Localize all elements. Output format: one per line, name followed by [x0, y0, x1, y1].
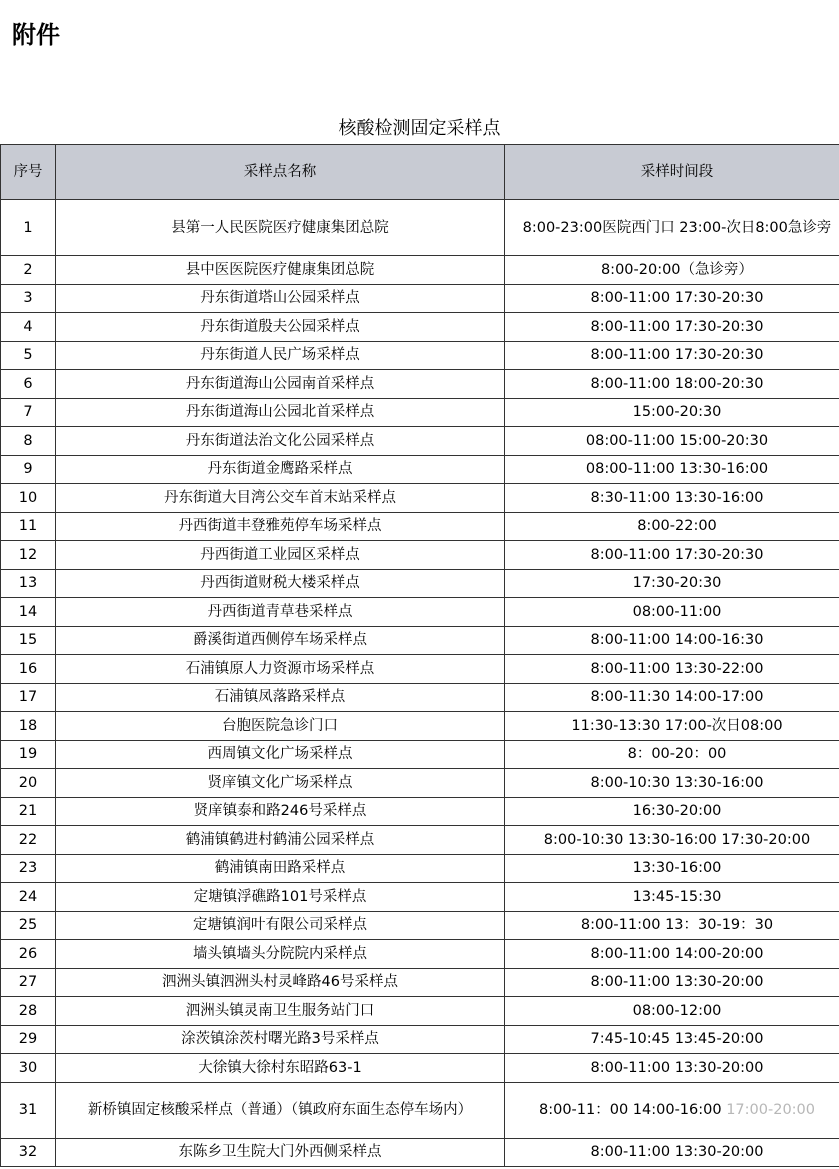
sampling-sites-table — [0, 144, 839, 1167]
site-name: 丹东街道海山公园南首采样点 — [56, 370, 505, 399]
row-number: 31 — [1, 1082, 56, 1138]
table-row — [1, 940, 839, 969]
attachment-label: 附件 — [12, 21, 60, 49]
table-row — [1, 712, 839, 741]
row-number: 21 — [1, 797, 56, 826]
time-period — [505, 911, 839, 940]
row-number: 29 — [1, 1025, 56, 1054]
table-body — [1, 200, 839, 1167]
row-number: 2 — [1, 256, 56, 285]
time-period-text: 8:00-11:00 13:30-20:00 — [590, 1059, 764, 1076]
time-period — [505, 683, 839, 712]
time-period-text: 8：00-20：00 — [627, 746, 727, 763]
column-header-number: 序号 — [1, 145, 56, 200]
site-name: 丹东街道海山公园北首采样点 — [56, 398, 505, 427]
row-number: 14 — [1, 598, 56, 627]
time-period — [505, 200, 839, 256]
time-period-text: 13:45-15:30 — [632, 888, 722, 905]
row-number: 20 — [1, 769, 56, 798]
time-period — [505, 997, 839, 1026]
site-name: 涂茨镇涂茨村曙光路3号采样点 — [56, 1025, 505, 1054]
row-number: 10 — [1, 484, 56, 513]
time-period — [505, 712, 839, 741]
time-period-text: 8:00-11:00 17:30-20:30 — [590, 318, 764, 335]
site-name: 贤庠镇泰和路246号采样点 — [56, 797, 505, 826]
row-number: 27 — [1, 968, 56, 997]
site-name: 新桥镇固定核酸采样点（普通）（镇政府东面生态停车场内） — [56, 1082, 505, 1138]
site-name: 墙头镇墙头分院院内采样点 — [56, 940, 505, 969]
time-period-text: 8:30-11:00 13:30-16:00 — [590, 489, 764, 506]
time-period — [505, 341, 839, 370]
table-row — [1, 455, 839, 484]
time-period — [505, 1054, 839, 1083]
site-name: 贤庠镇文化广场采样点 — [56, 769, 505, 798]
time-period — [505, 883, 839, 912]
table-row — [1, 1082, 839, 1138]
row-number: 17 — [1, 683, 56, 712]
site-name: 爵溪街道西侧停车场采样点 — [56, 626, 505, 655]
time-period — [505, 256, 839, 285]
time-period-text: 8:00-23:00医院西门口 23:00-次日8:00急诊旁 — [522, 219, 832, 236]
time-period-text: 13:30-16:00 — [632, 860, 722, 877]
row-number: 7 — [1, 398, 56, 427]
table-row — [1, 769, 839, 798]
row-number: 8 — [1, 427, 56, 456]
row-number: 25 — [1, 911, 56, 940]
row-number: 9 — [1, 455, 56, 484]
time-period — [505, 968, 839, 997]
time-period-text: 08:00-11:00 15:00-20:30 — [585, 432, 769, 449]
document-title: 核酸检测固定采样点 — [338, 118, 501, 139]
time-period — [505, 370, 839, 399]
row-number: 30 — [1, 1054, 56, 1083]
site-name: 西周镇文化广场采样点 — [56, 740, 505, 769]
site-name: 丹东街道塔山公园采样点 — [56, 284, 505, 313]
time-period-text: 8:00-11:00 17:30-20:30 — [590, 546, 764, 563]
site-name: 县第一人民医院医疗健康集团总院 — [56, 200, 505, 256]
table-row — [1, 883, 839, 912]
time-period-text: 7:45-10:45 13:45-20:00 — [590, 1031, 764, 1048]
table-header-row — [1, 145, 839, 200]
table-row — [1, 1054, 839, 1083]
time-period-text: 08:00-11:00 — [632, 603, 722, 620]
row-number: 18 — [1, 712, 56, 741]
table-row — [1, 740, 839, 769]
time-period — [505, 826, 839, 855]
site-name: 台胞医院急诊门口 — [56, 712, 505, 741]
row-number: 23 — [1, 854, 56, 883]
time-period — [505, 626, 839, 655]
site-name: 丹东街道殷夫公园采样点 — [56, 313, 505, 342]
site-name: 大徐镇大徐村东昭路63-1 — [56, 1054, 505, 1083]
time-period-faded-text: 17:00-20:00 — [726, 1102, 816, 1118]
site-name: 泗洲头镇泗洲头村灵峰路46号采样点 — [56, 968, 505, 997]
table-row — [1, 370, 839, 399]
time-period-text: 8:00-11:00 18:00-20:30 — [590, 375, 764, 392]
row-number: 13 — [1, 569, 56, 598]
site-name: 石浦镇凤落路采样点 — [56, 683, 505, 712]
site-name: 丹东街道金鹰路采样点 — [56, 455, 505, 484]
table-row — [1, 484, 839, 513]
table-row — [1, 683, 839, 712]
table-row — [1, 200, 839, 256]
time-period-text: 8:00-10:30 13:30-16:00 — [590, 774, 764, 791]
time-period — [505, 484, 839, 513]
time-period — [505, 284, 839, 313]
row-number: 15 — [1, 626, 56, 655]
time-period — [505, 1025, 839, 1054]
site-name: 丹西街道丰登雅苑停车场采样点 — [56, 512, 505, 541]
site-name: 鹤浦镇南田路采样点 — [56, 854, 505, 883]
time-period-text: 8:00-11:30 14:00-17:00 — [590, 689, 764, 706]
time-period-text: 8:00-11:00 13:30-22:00 — [590, 660, 764, 677]
row-number: 26 — [1, 940, 56, 969]
time-period-text: 08:00-12:00 — [632, 1002, 722, 1019]
time-period — [505, 797, 839, 826]
site-name: 石浦镇原人力资源市场采样点 — [56, 655, 505, 684]
table-row — [1, 854, 839, 883]
row-number: 22 — [1, 826, 56, 855]
table-row — [1, 826, 839, 855]
site-name: 丹东街道人民广场采样点 — [56, 341, 505, 370]
site-name: 鹤浦镇鹤进村鹤浦公园采样点 — [56, 826, 505, 855]
time-period — [505, 455, 839, 484]
time-period-text: 8:00-11:00 13：30-19：30 — [580, 917, 774, 934]
site-name: 丹东街道法治文化公园采样点 — [56, 427, 505, 456]
table-row — [1, 626, 839, 655]
time-period — [505, 769, 839, 798]
site-name: 定塘镇润叶有限公司采样点 — [56, 911, 505, 940]
site-name: 丹西街道青草巷采样点 — [56, 598, 505, 627]
site-name: 定塘镇浮礁路101号采样点 — [56, 883, 505, 912]
time-period-text: 8:00-11：00 14:00-16:00 — [538, 1102, 722, 1118]
site-name: 丹西街道工业园区采样点 — [56, 541, 505, 570]
time-period-text: 8:00-20:00（急诊旁） — [600, 261, 754, 278]
row-number: 32 — [1, 1138, 56, 1167]
time-period — [505, 512, 839, 541]
row-number: 12 — [1, 541, 56, 570]
row-number: 3 — [1, 284, 56, 313]
table-row — [1, 313, 839, 342]
table-row — [1, 598, 839, 627]
table-row — [1, 911, 839, 940]
time-period-text: 8:00-11:00 17:30-20:30 — [590, 347, 764, 364]
table-row — [1, 655, 839, 684]
row-number: 4 — [1, 313, 56, 342]
time-period — [505, 740, 839, 769]
table-row — [1, 541, 839, 570]
time-period — [505, 655, 839, 684]
table-row — [1, 797, 839, 826]
row-number: 19 — [1, 740, 56, 769]
table-row — [1, 256, 839, 285]
row-number: 24 — [1, 883, 56, 912]
table-row — [1, 1138, 839, 1167]
table-row — [1, 569, 839, 598]
time-period-text: 8:00-11:00 13:30-20:00 — [590, 974, 764, 991]
site-name: 县中医医院医疗健康集团总院 — [56, 256, 505, 285]
time-period-text: 8:00-10:30 13:30-16:00 17:30-20:00 — [543, 831, 811, 848]
time-period-text: 8:00-11:00 14:00-20:00 — [590, 945, 764, 962]
table-row — [1, 398, 839, 427]
time-period-text: 15:00-20:30 — [632, 404, 722, 421]
site-name: 丹东街道大目湾公交车首末站采样点 — [56, 484, 505, 513]
time-period — [505, 854, 839, 883]
table-row — [1, 341, 839, 370]
time-period — [505, 427, 839, 456]
time-period-text: 8:00-11:00 13:30-20:00 — [590, 1144, 764, 1161]
time-period-text: 8:00-11:00 17:30-20:30 — [590, 290, 764, 307]
time-period — [505, 313, 839, 342]
time-period — [505, 598, 839, 627]
table-row — [1, 968, 839, 997]
table-row — [1, 997, 839, 1026]
column-header-site-name: 采样点名称 — [56, 145, 505, 200]
time-period-text: 17:30-20:30 — [632, 575, 722, 592]
time-period — [505, 569, 839, 598]
row-number: 11 — [1, 512, 56, 541]
site-name: 丹西街道财税大楼采样点 — [56, 569, 505, 598]
row-number: 6 — [1, 370, 56, 399]
time-period — [505, 541, 839, 570]
time-period — [505, 1082, 839, 1138]
time-period — [505, 940, 839, 969]
row-number: 5 — [1, 341, 56, 370]
time-period-text: 08:00-11:00 13:30-16:00 — [585, 461, 769, 478]
table-row — [1, 512, 839, 541]
time-period-text: 11:30-13:30 17:00-次日08:00 — [571, 717, 783, 734]
table-row — [1, 427, 839, 456]
site-name: 东陈乡卫生院大门外西侧采样点 — [56, 1138, 505, 1167]
row-number: 16 — [1, 655, 56, 684]
table-row — [1, 1025, 839, 1054]
column-header-time-period: 采样时间段 — [505, 145, 839, 200]
table-row — [1, 284, 839, 313]
row-number: 1 — [1, 200, 56, 256]
site-name: 泗洲头镇灵南卫生服务站门口 — [56, 997, 505, 1026]
time-period-text: 8:00-22:00 — [637, 518, 717, 535]
time-period-text: 16:30-20:00 — [632, 803, 722, 820]
row-number: 28 — [1, 997, 56, 1026]
time-period — [505, 398, 839, 427]
time-period — [505, 1138, 839, 1167]
time-period-text: 8:00-11:00 14:00-16:30 — [590, 632, 764, 649]
